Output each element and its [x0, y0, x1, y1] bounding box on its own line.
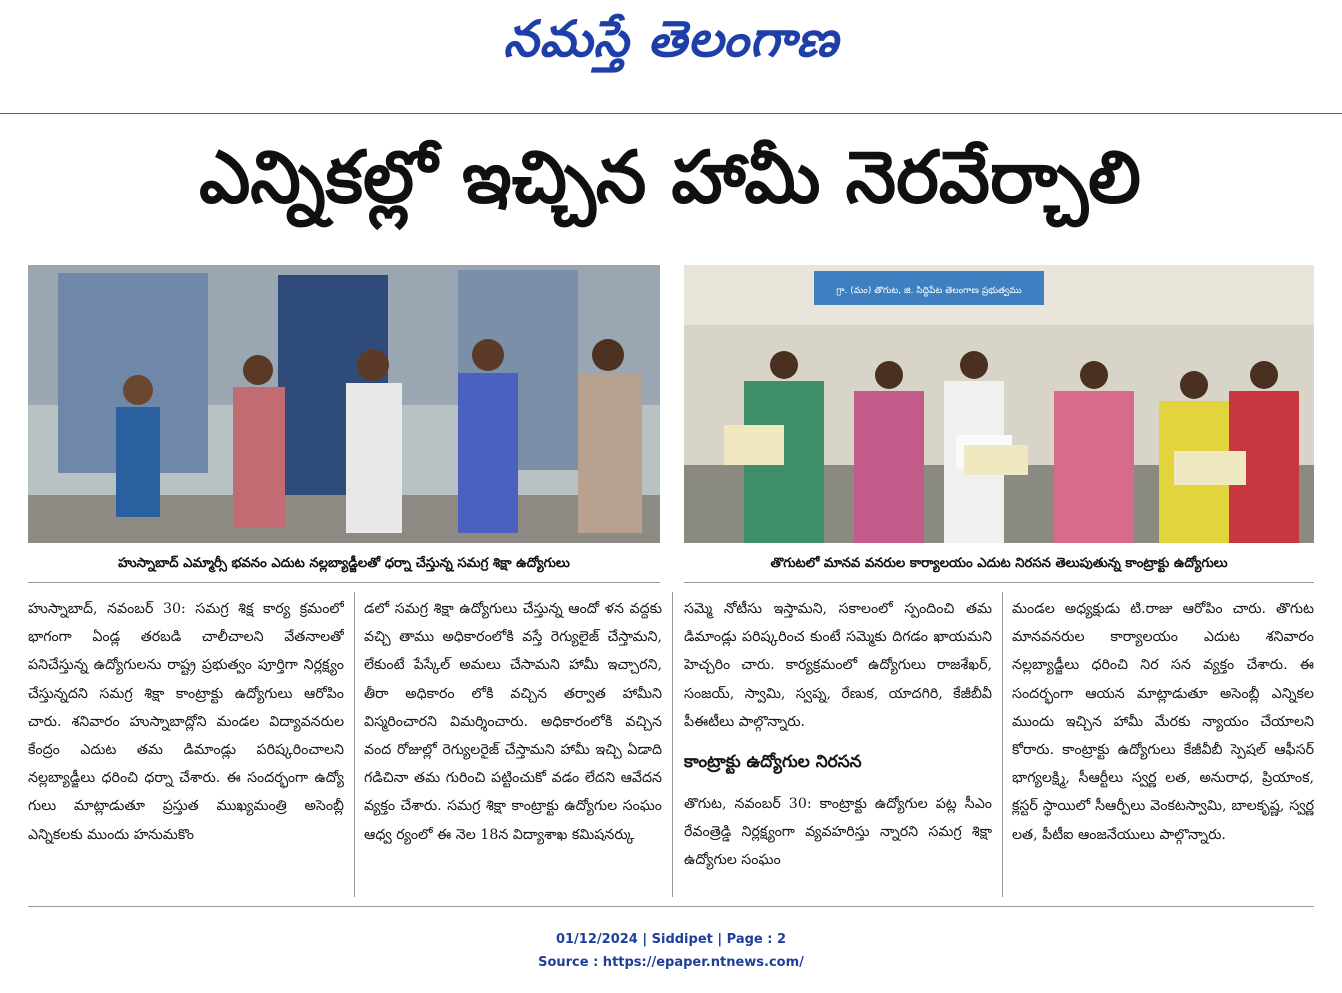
article-column-2 — [364, 595, 662, 895]
footer-source-link[interactable]: Source : https://epaper.ntnews.com/ — [538, 955, 804, 970]
top-rule — [0, 113, 1342, 114]
article-text-col1: హుస్నాబాద్, నవంబర్ 30: సమగ్ర శిక్ష కార్య క్రమంలో భాగంగా ఏండ్ల తరబడి చాలీచాలని వేతనాలతో పనిచేస్తున్న ఉద్యోగులను రాష్ట్ర ప్రభుత్వం పూర్తిగా నిర్లక్ష్యం చేస్తున్నదని సమగ్ర శిక్షా కాంట్రాక్టు ఉద్యోగులు ఆరోపిం చారు. శనివారం హుస్నాబాద్లోని మండల విద్యావనరుల కేంద్రం ఎదుట తమ డిమాండ్లు పరిష్కరించాలని నల్లబ్యాడ్జీలు ధరించి ధర్నా చేశారు. ఈ సందర్భంగా ఉద్యో గులు మాట్లాడుతూ ప్రస్తుత ముఖ్యమంత్రి అసెంబ్లీ ఎన్నికలకు ముందు హనుమకొం — [28, 601, 344, 843]
column-divider-3 — [1002, 592, 1003, 897]
article-text-col3a: సమ్మె నోటీసు ఇస్తామని, సకాలంలో స్పందించి తమ డిమాండ్లు పరిష్కరించ కుంటే సమ్మెకు దిగడం ఖాయమని హెచ్చరిం చారు. కార్యక్రమంలో ఉద్యోగులు రాజశేఖర్, సంజయ్, స్వామి, స్వప్న, రేణుక, యాదగిరి, కేజీబీవీ పీఈటీలు పాల్గొన్నారు. — [684, 601, 992, 730]
article-column-4 — [1012, 595, 1314, 895]
footer-date-line: 01/12/2024 | Siddipet | Page : 2 — [555, 932, 787, 947]
column-divider-2 — [672, 592, 673, 897]
right-photo-protesters — [684, 265, 1314, 543]
caption-rule-left — [28, 582, 660, 583]
masthead-logo: నమస్తే తెలంగాణ — [503, 9, 839, 68]
headline: ఎన్నికల్లో ఇచ్చిన హామీ నెరవేర్చాలి — [199, 135, 1141, 219]
right-photo-caption: తొగుటలో మానవ వనరుల కార్యాలయం ఎదుట నిరసన తెలుపుతున్న కాంట్రాక్టు ఉద్యోగులు — [770, 556, 1228, 571]
article-subhead: కాంట్రాక్టు ఉద్యోగుల నిరసన — [684, 752, 862, 773]
article-text-col2: డలో సమగ్ర శిక్షా ఉద్యోగులు చేస్తున్న ఆందో ళన వద్దకు వచ్చి తాము అధికారంలోకి వస్తే రెగ్యులైజ్ చేస్తామని, లేకుంటే పేస్కేల్ అమలు చేసామని హామీ ఇచ్చారని, తీరా అధికారం లోకి వచ్చిన తర్వాత హామీని విస్మరించారని విమర్శించారు. అధికారంలోకి వచ్చిన వంద రోజుల్లో రెగ్యులరైజ్ చేస్తామని హామీ ఇచ్చి ఏడాది గడిచినా తమ గురించి పట్టించుకో వడం లేదని ఆవేదన వ్యక్తం చేశారు. సమగ్ర శిక్షా కాంట్రాక్టు ఉద్యోగుల సంఘం ఆధ్వ ర్యంలో ఈ నెల 18న విద్యాశాఖ కమిషనర్కు — [364, 601, 662, 843]
left-photo-protesters — [28, 265, 660, 543]
article-text-col3b: తొగుట, నవంబర్ 30: కాంట్రాక్టు ఉద్యోగుల పట్ల సీఎం రేవంత్రెడ్డి నిర్లక్ష్యంగా వ్యవహరిస్తు న్నారని సమగ్ర శిక్షా ఉద్యోగుల సంఘం — [684, 796, 992, 869]
caption-rule-right — [684, 582, 1314, 583]
left-photo-caption: హుస్నాబాద్ ఎమ్మార్సీ భవనం ఎదుట నల్లబ్యాడ్జీలతో ధర్నా చేస్తున్న సమగ్ర శిక్షా ఉద్యోగులు — [118, 556, 570, 571]
article-column-1 — [28, 595, 344, 895]
bottom-rule — [28, 906, 1314, 907]
article-column-3 — [684, 595, 992, 895]
right-photo-banner-text: గ్రా. (మం) తొగుట, జి. సిద్దిపేట తెలంగాణ ప్రభుత్వము — [836, 286, 1022, 296]
column-divider-1 — [354, 592, 355, 897]
article-text-col4: మండల అధ్యక్షుడు టి.రాజు ఆరోపిం చారు. తొగుట మానవనరుల కార్యాలయం ఎదుట శనివారం నల్లబ్యాడ్జీలు ధరించి నిర సన వ్యక్తం చేశారు. ఈ సందర్భంగా ఆయన మాట్లాడుతూ అసెంబ్లీ ఎన్నికల ముందు ఇచ్చిన హామీ మేరకు న్యాయం చేయాలని కోరారు. కాంట్రాక్టు ఉద్యోగులు కేజీవీబీ స్పెషల్ ఆఫీసర్ భాగ్యలక్ష్మి, సీఆర్టీలు స్వర్ణ లత, అనురాధ, ప్రియాంక, క్లస్టర్ స్థాయిలో సీఆర్పీలు వెంకటస్వామి, బాలకృష్ణ, స్వర్ణ లత, పీటీఐ ఆంజనేయులు పాల్గొన్నారు. — [1012, 601, 1314, 843]
